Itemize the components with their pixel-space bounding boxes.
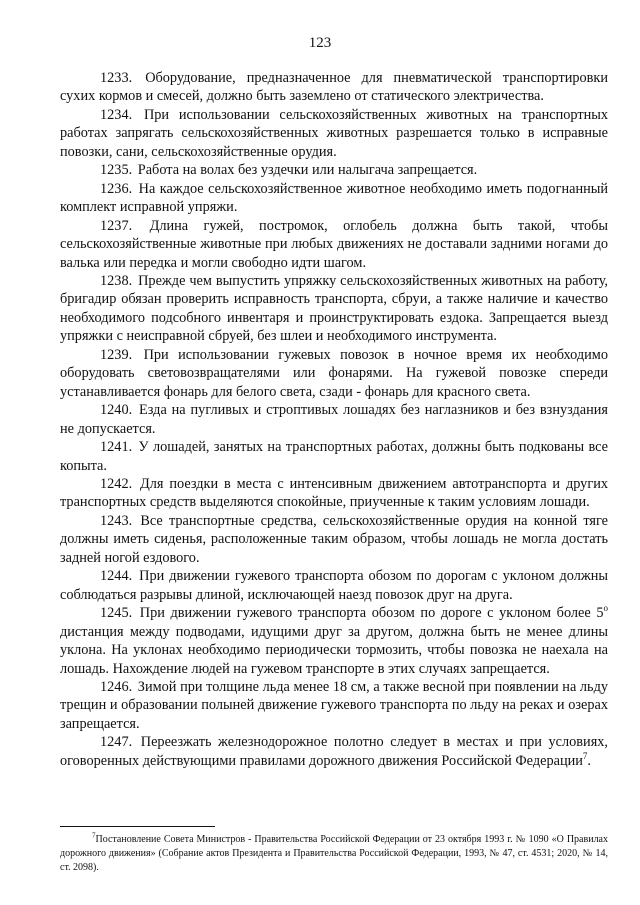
paragraph-text: Для поездки в места с интенсивным движением автотранспорта и других транспортных средств выделяются спокойные, приученные к таким условиям лошади. [60,475,608,511]
footnote [60,833,608,875]
footnote-text: Постановление Совета Министров - Правительства Российской Федерации от 23 октября 1993 г. № 1090 «О Правилах дорожного движения» (Собрание актов Президента и Правительства Российской Федерации, 1993, № 47, ст. 4531; 2020, № 14, ст. 2098). [60,834,608,873]
paragraph-number: 1233. [100,70,133,86]
paragraph-number: 1246. [100,678,133,695]
paragraph-number: 1239. [100,346,133,363]
paragraph-number: 1245. [100,605,133,622]
paragraph-number: 1241. [100,439,133,456]
paragraph-text: Оборудование, предназначенное для пневматической транспортировки сухих кормов и смесей, должно быть заземлено от статического электричества. [60,70,608,105]
paragraph-number: 1235. [100,162,133,179]
paragraph-text: При движении гужевого транспорта обозом по дорогам с уклоном должны соблюдаться разрывы длиной, исключающей наезд повозок друг на друга. [60,568,608,603]
paragraph-number: 1236. [100,180,133,197]
paragraph-1244 [60,567,608,604]
page-number: 123 [308,35,332,51]
paragraph-1238 [60,272,608,346]
paragraph-period: . [587,752,591,769]
paragraph-number: 1237. [100,217,133,234]
paragraph-text: Езда на пугливых и строптивых лошадях без наглазников и без взнуздания не допускается. [60,402,608,437]
paragraph-number: 1247. [100,734,133,751]
paragraph-1236 [60,180,608,217]
paragraph-number: 1234. [100,106,133,123]
paragraph-1247 [60,733,608,770]
document-body [60,69,608,770]
paragraph-text: У лошадей, занятых на транспортных работах, должны быть подкованы все копыта. [60,439,608,474]
paragraph-text: При использовании гужевых повозок в ночное время их необходимо оборудовать световозвращателями или фонарями. На гужевой повозке спереди устанавливается фонарь для белого света, сзади - фонарь для красного света. [60,346,609,400]
paragraph-text: Зимой при толщине льда менее 18 см, а также весной при появлении на льду трещин и образовании полыней движение гужевого транспорта по льду на реках и озерах запрещается. [60,678,608,732]
footnote-marker: 7 [92,831,96,840]
paragraph-text: Все транспортные средства, сельскохозяйственные орудия на конной тяге должны иметь сиденья, расположенные таким образом, чтобы лошадь не могла достать задней ногой ездового. [60,512,608,566]
paragraph-text: Длина гужей, постромок, оглобель должна быть такой, чтобы сельскохозяйственные животные при любых движениях не доставали задними ногами до валька или передка и могли свободно идти шагом. [60,217,608,271]
paragraph-text-continued: дистанция между подводами, идущими друг за другом, должна быть не менее длины уклона. На уклонах необходимо периодически тормозить, чтобы повозка не наехала на лошадь. Нахождение людей на гужевом транспорте в этих случаях запрещается. [60,623,608,677]
paragraph-text: На каждое сельскохозяйственное животное необходимо иметь подогнанный комплект исправной упряжи. [60,180,609,216]
paragraph-1234 [60,106,608,161]
paragraph-1233 [60,69,608,106]
paragraph-1243 [60,512,608,567]
paragraph-number: 1242. [100,475,133,492]
paragraph-number: 1240. [100,402,133,419]
paragraph-1240 [60,401,608,438]
paragraph-1246 [60,678,608,733]
paragraph-1245 [60,604,608,678]
paragraph-text: Работа на волах без уздечки или налыгача запрещается. [137,162,478,179]
paragraph-text: Прежде чем выпустить упряжку сельскохозяйственных животных на работу, бригадир обязан проверить исправность транспорта, сбруи, а также наличие и качество необходимого подсобного инвентаря и проинструктировать ездока. Запрещается выезд упряжки с неисправной сбруей, без шлеи и необходимого инструмента. [60,272,609,345]
paragraph-1239 [60,346,608,401]
paragraph-number: 1243. [100,512,133,529]
paragraph-text: При движении гужевого транспорта обозом по дороге с уклоном более 5 [139,605,604,622]
footnote-reference[interactable]: 7 [582,751,588,761]
paragraph-number: 1238. [100,272,133,289]
paragraph-1242 [60,475,608,512]
paragraph-1237 [60,217,608,272]
paragraph-number: 1244. [100,568,133,585]
paragraph-text: Переезжать железнодорожное полотно следует в местах и при условиях, оговоренных действующими правилами дорожного движения Российской Федерации [60,734,608,769]
paragraph-1241 [60,438,608,475]
footnote-divider [60,826,215,827]
paragraph-text: При использовании сельскохозяйственных животных на транспортных работах запрягать сельскохозяйственных животных разрешается только в исправные повозки, сани, сельскохозяйственные орудия. [60,106,608,160]
paragraph-1235 [60,161,608,179]
degree-superscript: о [603,603,608,614]
